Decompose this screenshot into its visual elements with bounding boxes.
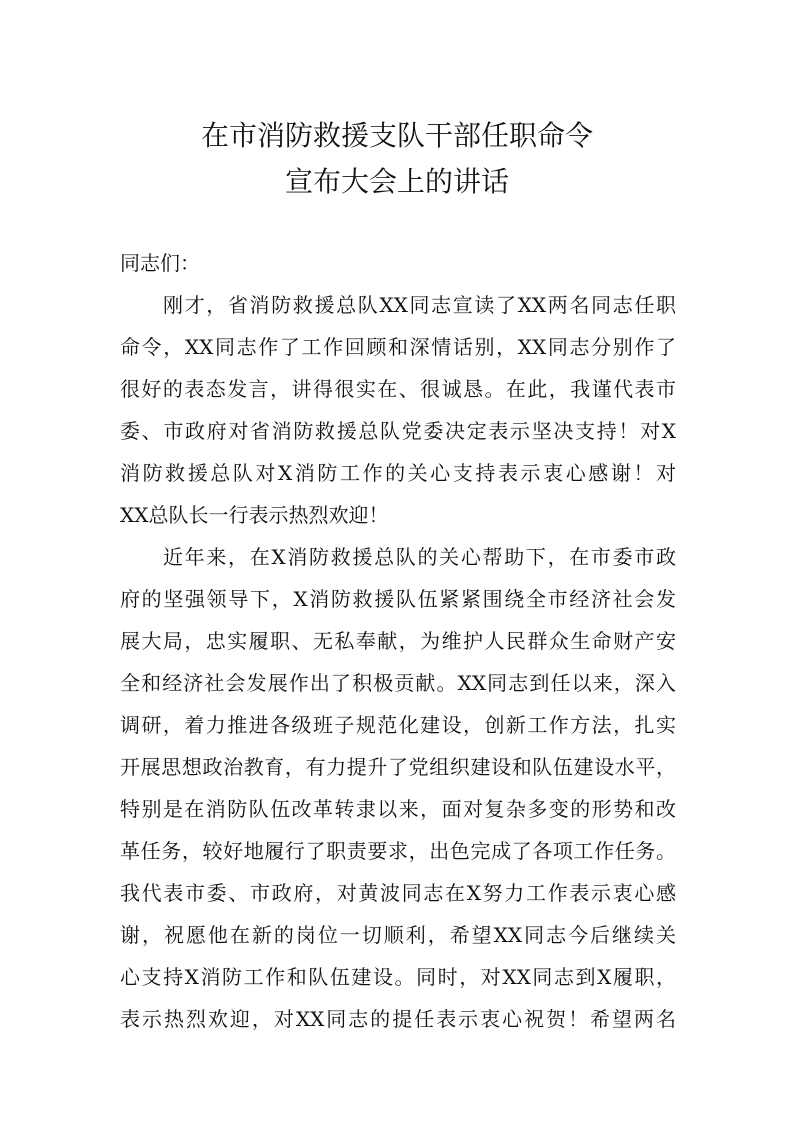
body-line: 委、市政府对省消防救援总队党委决定表示坚决支持！对X (120, 419, 676, 443)
body-line: 我代表市委、市政府，对黄波同志在X努力工作表示衷心感 (120, 881, 676, 905)
document-title-line-2: 宣布大会上的讲话 (284, 165, 509, 198)
body-line: 心支持X消防工作和队伍建设。同时，对XX同志到X履职， (120, 965, 676, 989)
salutation: 同志们： (120, 251, 200, 275)
body-line: 刚才，省消防救援总队XX同志宣读了XX两名同志任职 (163, 293, 676, 317)
body-line: XX总队长一行表示热烈欢迎！ (120, 503, 389, 527)
body-line: 谢，祝愿他在新的岗位一切顺利，希望XX同志今后继续关 (120, 923, 676, 947)
body-line: 表示热烈欢迎，对XX同志的提任表示衷心祝贺！希望两名 (120, 1007, 676, 1031)
body-line: 消防救援总队对X消防工作的关心支持表示衷心感谢！对 (120, 461, 676, 485)
body-line: 革任务，较好地履行了职责要求，出色完成了各项工作任务。 (120, 839, 676, 863)
body-line: 全和经济社会发展作出了积极贡献。XX同志到任以来，深入 (120, 671, 676, 695)
body-line: 府的坚强领导下，X消防救援队伍紧紧围绕全市经济社会发 (120, 587, 676, 611)
body-line: 开展思想政治教育，有力提升了党组织建设和队伍建设水平， (120, 755, 676, 779)
document-title-line-1: 在市消防救援支队干部任职命令 (200, 119, 593, 152)
body-line: 展大局，忠实履职、无私奉献，为维护人民群众生命财产安 (120, 629, 676, 653)
body-line: 近年来，在X消防救援总队的关心帮助下，在市委市政 (163, 545, 676, 569)
body-line: 特别是在消防队伍改革转隶以来，面对复杂多变的形势和改 (120, 797, 676, 821)
body-line: 命令，XX同志作了工作回顾和深情话别，XX同志分别作了 (120, 335, 676, 359)
body-line: 很好的表态发言，讲得很实在、很诚恳。在此，我谨代表市 (120, 377, 676, 401)
body-line: 调研，着力推进各级班子规范化建设，创新工作方法，扎实 (120, 713, 676, 737)
